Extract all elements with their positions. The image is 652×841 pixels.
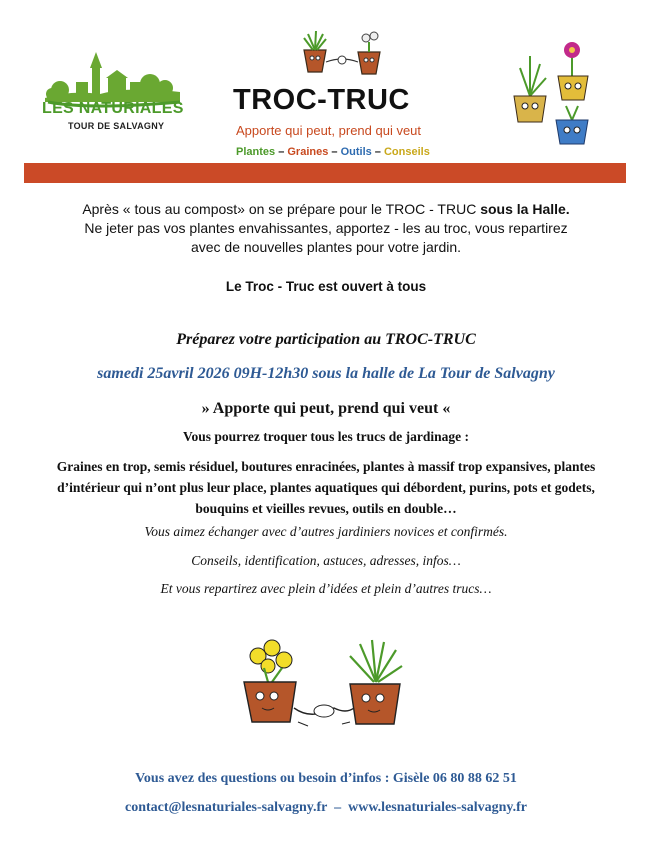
open-to-all: Le Troc - Truc est ouvert à tous <box>225 279 427 294</box>
category-graines: Graines <box>287 146 329 158</box>
items-list: Graines en trop, semis résiduel, boutures enracinées, plantes à massif trop expansives, plantes d’intérieur qui n’ont plus leur place, plantes aquatiques qui débordent, purins, pots et godets, bouquins et vieilles revues, outils en double… <box>56 459 596 516</box>
category-outils: Outils <box>340 146 372 158</box>
website-link[interactable]: www.lesnaturiales-salvagny.fr <box>348 800 528 815</box>
handshake-pots-icon <box>296 28 392 78</box>
contact-links: contact@lesnaturiales-salvagny.fr – www.lesnaturiales-salvagny.fr <box>124 800 528 815</box>
event-date: samedi 25avril 2026 09H-12h30 sous la halle de La Tour de Salvagny <box>97 365 555 382</box>
italic-line-exchange: Vous aimez échanger avec d’autres jardiniers novices et confirmés. <box>144 524 508 539</box>
handshake-plants-icon <box>238 638 408 730</box>
intro-text: Après « tous au compost» on se prépare pour le TROC - TRUC sous la Halle. Ne jeter pas vos plantes envahissantes, apportez - les au troc, vous repartirez avec de nouvelles plantes pour votre jardin. <box>82 201 570 255</box>
contact-phone: Vous avez des questions ou besoin d’infos : Gisèle 06 80 88 62 51 <box>135 771 517 786</box>
motto: » Apporte qui peut, prend qui veut « <box>201 400 451 417</box>
header-band <box>24 163 626 183</box>
prepare-heading: Préparez votre participation au TROC-TRUC <box>176 331 476 348</box>
naturiales-logo <box>30 40 200 150</box>
flower-pots-icon <box>508 38 608 150</box>
category-plantes: Plantes <box>236 146 276 158</box>
italic-line-advice: Conseils, identification, astuces, adresses, infos… <box>191 553 461 568</box>
categories: Plantes – Graines – Outils – Conseils <box>236 146 430 158</box>
tagline: Apporte qui peut, prend qui veut <box>236 123 422 138</box>
page-title: TROC-TRUC <box>233 84 410 116</box>
logo-subtitle: TOUR DE SALVAGNY <box>68 121 165 131</box>
italic-line-ideas: Et vous repartirez avec plein d’idées et plein d’autres trucs… <box>160 581 492 596</box>
troquer-heading: Vous pourrez troquer tous les trucs de jardinage : <box>183 429 469 444</box>
category-conseils: Conseils <box>383 146 430 158</box>
email-link[interactable]: contact@lesnaturiales-salvagny.fr <box>124 800 328 815</box>
logo-name: LES NATURIALES <box>42 100 184 117</box>
